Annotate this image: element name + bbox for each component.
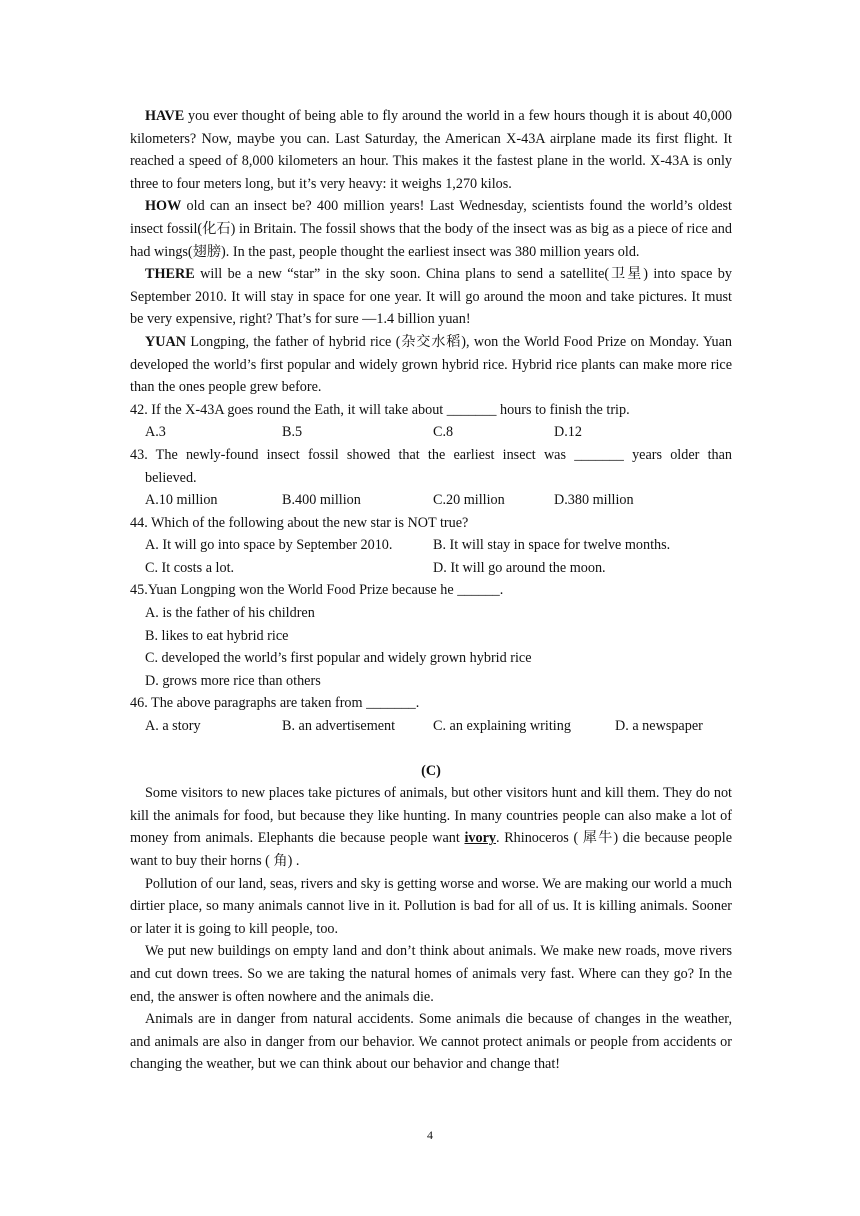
option-a: A. a story (145, 718, 201, 735)
ivory-keyword: ivory (464, 830, 497, 847)
paragraph-insect (130, 195, 732, 263)
option-d: D.12 (554, 424, 582, 441)
option-c: C. an explaining writing (433, 718, 571, 735)
option-a: A.10 million (145, 492, 218, 509)
paragraph-hunting (130, 782, 732, 872)
paragraph-accidents: Animals are in danger from natural accidents. Some animals die because of changes in the weather, and animals are also in danger from our behavior. We cannot protect animals or people from accidents or changing the weather, but we can think about our behavior and change that! (130, 1011, 732, 1073)
question-43-stem: 43. The newly-found insect fossil showed that the earliest insect was _______ years older than (130, 446, 732, 463)
question-44-options-ab (130, 534, 732, 557)
option-a: A. It will go into space by September 2010. (145, 537, 393, 554)
option-c: C. It costs a lot. (145, 559, 235, 576)
option-c: C. developed the world’s first popular and widely grown hybrid rice (145, 650, 532, 667)
paragraph-text: Longping, the father of hybrid rice (杂交水稻), won the World Food Prize on Monday. Yuan developed the world’s first popular and widely grown hybrid rice. Hybrid rice plants can make more rice than the ones people grew before. (130, 333, 732, 396)
option-a: A.3 (145, 424, 166, 441)
paragraph-yuan (130, 331, 732, 399)
option-d: D. It will go around the moon. (433, 559, 606, 576)
lead-word: THERE (145, 266, 195, 283)
option-b: B. an advertisement (282, 718, 396, 735)
paragraph-pollution: Pollution of our land, seas, rivers and sky is getting worse and worse. We are making our world a much dirtier place, so many animals cannot live in it. Pollution is bad for all of us. It is killing animals. Sooner or later it is going to kill people, too. (130, 875, 732, 937)
paragraph-text: . Rhinoceros ( 犀牛) die because people want to buy their horns ( 角) . (130, 830, 732, 869)
option-c: C.8 (433, 424, 454, 441)
page-content (130, 105, 732, 1076)
lead-word: YUAN (145, 333, 186, 350)
question-43-options (130, 489, 732, 512)
option-b: B.5 (282, 424, 303, 441)
lead-word: HAVE (145, 108, 185, 124)
paragraph-text: will be a new “star” in the sky soon. China plans to send a satellite(卫星) into space by September 2010. It will stay in space for one year. It will go around the moon and take pictures. It must be very expensive, right? That’s for sure —1.4 billion yuan! (130, 266, 732, 328)
question-44-stem: 44. Which of the following about the new star is NOT true? (130, 514, 469, 531)
option-d: D.380 million (554, 492, 634, 509)
option-c: C.20 million (433, 492, 505, 509)
question-44-options-cd (130, 557, 732, 580)
lead-word: HOW (145, 198, 182, 215)
question-43-stem-cont: believed. (145, 469, 197, 486)
paragraph-buildings: We put new buildings on empty land and don’t think about animals. We make new roads, move rivers and cut down trees. So we are taking the natural homes of animals very fast. Where can they go? In the end, the answer is often nowhere and the animals die. (130, 943, 732, 1005)
paragraph-text: you ever thought of being able to fly around the world in a few hours though it is about 40,000 kilometers? Now, maybe you can. Last Saturday, the American X-43A airplane made its first flight. It reached a speed of 8,000 kilometers an hour. This makes it the fastest plane in the world. X-43A is only three to four meters long, but it’s very heavy: it weighs 1,270 kilos. (130, 108, 732, 192)
question-45-stem: 45.Yuan Longping won the World Food Prize because he ______. (130, 582, 504, 599)
paragraph-x43a (130, 105, 732, 195)
paragraph-text: old can an insect be? 400 million years! Last Wednesday, scientists found the world’s oldest insect fossil(化石) in Britain. The fossil shows that the body of the insect was as big as a piece of rice and had wings(翅膀). In the past, people thought the earliest insect was 380 million years old. (130, 198, 732, 260)
option-b: B. It will stay in space for twelve months. (433, 537, 671, 554)
page-number: 4 (427, 1128, 433, 1142)
paragraph-satellite (130, 263, 732, 331)
option-d: D. grows more rice than others (145, 672, 321, 689)
option-b: B.400 million (282, 492, 361, 509)
question-42-stem: 42. If the X-43A goes round the Eath, it will take about _______ hours to finish the trip. (130, 401, 630, 418)
question-42-options (130, 421, 732, 444)
option-b: B. likes to eat hybrid rice (145, 627, 289, 644)
question-46-options (130, 715, 732, 738)
option-d: D. a newspaper (615, 718, 703, 735)
section-c-title: (C) (421, 762, 441, 779)
paragraph-text: Some visitors to new places take pictures of animals, but other visitors hunt and kill them. They do not kill the animals for food, but because they like hunting. In many countries people can also make a lot of money from animals. Elephants die because people want (130, 785, 732, 847)
question-46-stem: 46. The above paragraphs are taken from _______. (130, 695, 420, 712)
option-a: A. is the father of his children (145, 605, 315, 622)
